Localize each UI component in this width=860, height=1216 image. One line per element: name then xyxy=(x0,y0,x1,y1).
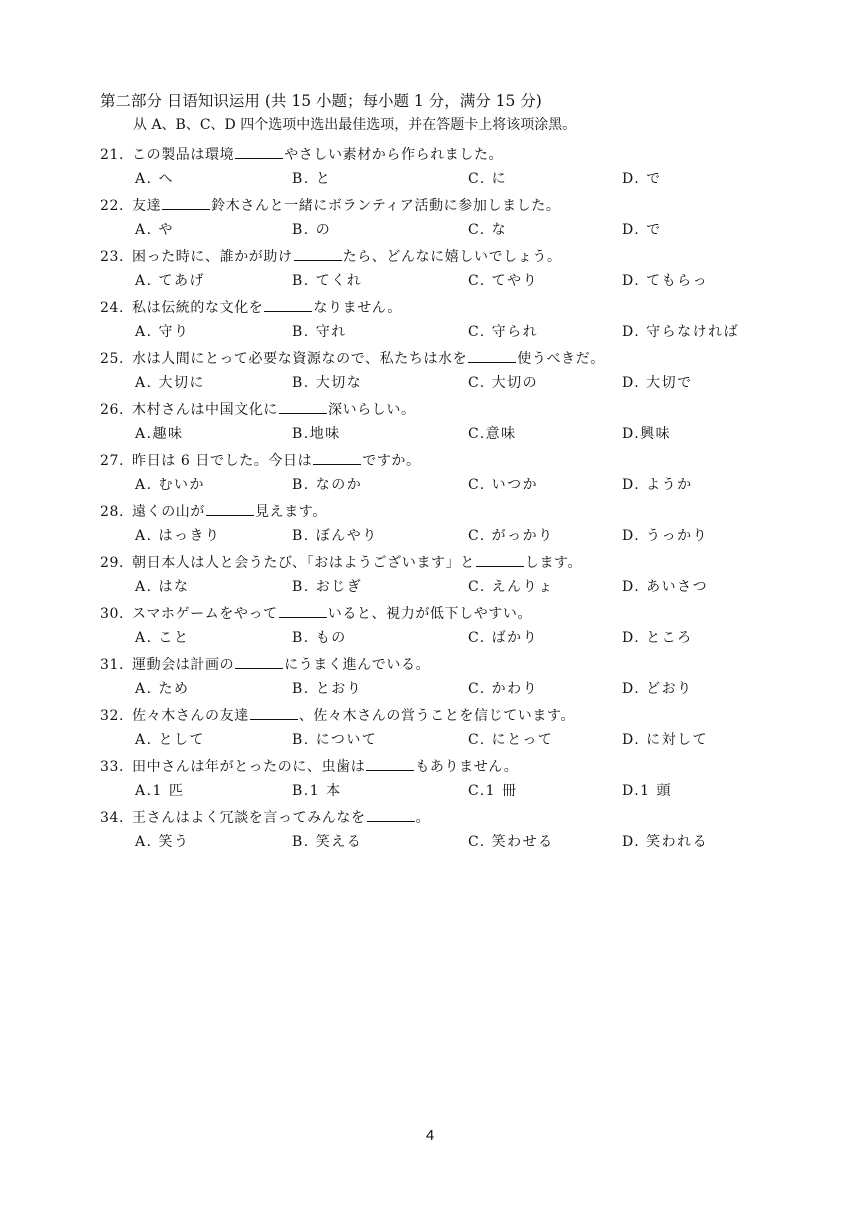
question-stem xyxy=(100,807,430,829)
option-b: B. 大切な xyxy=(292,375,363,391)
option-d: D.1 頭 xyxy=(622,783,673,799)
answer-options xyxy=(135,780,775,802)
question-stem xyxy=(100,399,416,421)
option-d: D. 守らなければ xyxy=(622,324,740,340)
question-stem xyxy=(100,705,575,727)
option-b: B. とおり xyxy=(292,681,363,697)
answer-options xyxy=(135,576,775,598)
option-d: D.興味 xyxy=(622,426,672,442)
option-c: C. てやり xyxy=(468,273,539,289)
option-d: D. 大切で xyxy=(622,375,693,391)
question-number: 33. xyxy=(100,759,125,775)
answer-blank xyxy=(476,552,524,567)
answer-blank xyxy=(235,144,283,159)
option-d: D. どおり xyxy=(622,681,693,697)
question-item xyxy=(100,807,780,858)
answer-blank xyxy=(366,756,414,771)
question-text-before: 木村さんは中国文化に xyxy=(132,402,278,418)
option-d: D. で xyxy=(622,222,662,238)
option-d: D. うっかり xyxy=(622,528,709,544)
option-c: C. な xyxy=(468,222,508,238)
option-a: A. として xyxy=(135,732,206,748)
option-b: B. おじぎ xyxy=(292,579,363,595)
option-c: C. がっかり xyxy=(468,528,554,544)
option-c: C. にとって xyxy=(468,732,554,748)
question-text-before: 運動会は計画の xyxy=(132,657,235,673)
answer-options xyxy=(135,270,775,292)
option-c: C. に xyxy=(468,171,508,187)
option-b: B. もの xyxy=(292,630,347,646)
option-c: C. えんりょ xyxy=(468,579,554,595)
question-number: 29. xyxy=(100,555,125,571)
answer-blank xyxy=(294,246,342,261)
question-stem xyxy=(100,297,402,319)
option-c: C. ばかり xyxy=(468,630,539,646)
option-c: C.意味 xyxy=(468,426,517,442)
option-c: C. かわり xyxy=(468,681,539,697)
answer-blank xyxy=(264,297,312,312)
option-b: B. ぼんやり xyxy=(292,528,378,544)
question-number: 22. xyxy=(100,198,125,214)
question-text-before: 水は人間にとって必要な資源なので、私たちは水を xyxy=(132,351,468,367)
question-number: 30. xyxy=(100,606,125,622)
option-c: C.1 冊 xyxy=(468,783,518,799)
answer-options xyxy=(135,423,775,445)
question-text-before: この製品は環境 xyxy=(132,147,235,163)
option-a: A.1 匹 xyxy=(135,783,185,799)
option-d: D. ところ xyxy=(622,630,693,646)
question-item xyxy=(100,654,780,705)
question-text-after: 深いらしい。 xyxy=(328,402,416,418)
answer-options xyxy=(135,168,775,190)
question-item xyxy=(100,195,780,246)
question-number: 26. xyxy=(100,402,125,418)
answer-blank xyxy=(313,450,361,465)
answer-blank xyxy=(235,654,283,669)
question-item xyxy=(100,144,780,195)
answer-options xyxy=(135,321,775,343)
question-item xyxy=(100,297,780,348)
question-number: 28. xyxy=(100,504,125,520)
question-stem xyxy=(100,552,582,574)
question-stem xyxy=(100,654,430,676)
question-stem xyxy=(100,450,421,472)
question-text-before: スマホゲームをやって xyxy=(132,606,278,622)
answer-options xyxy=(135,372,775,394)
option-d: D. ようか xyxy=(622,477,693,493)
question-stem xyxy=(100,144,503,166)
question-number: 24. xyxy=(100,300,125,316)
option-b: B. と xyxy=(292,171,332,187)
question-stem xyxy=(100,501,327,523)
question-text-after: します。 xyxy=(524,555,583,571)
option-a: A. はっきり xyxy=(135,528,221,544)
option-a: A. むいか xyxy=(135,477,206,493)
question-number: 32. xyxy=(100,708,125,724)
option-a: A. 大切に xyxy=(135,375,206,391)
answer-options xyxy=(135,474,775,496)
question-number: 25. xyxy=(100,351,125,367)
question-item xyxy=(100,348,780,399)
answer-blank xyxy=(162,195,210,210)
answer-options xyxy=(135,219,775,241)
option-a: A. こと xyxy=(135,630,190,646)
question-text-after: 。 xyxy=(415,810,431,826)
option-c: C. いつか xyxy=(468,477,539,493)
question-text-before: 遠くの山が xyxy=(132,504,205,520)
question-text-before: 王さんはよく冗談を言ってみんなを xyxy=(132,810,366,826)
question-number: 23. xyxy=(100,249,125,265)
question-stem xyxy=(100,246,562,268)
question-number: 34. xyxy=(100,810,125,826)
question-item xyxy=(100,501,780,552)
option-a: A. 笑う xyxy=(135,834,190,850)
question-stem xyxy=(100,603,532,625)
option-b: B.1 本 xyxy=(292,783,342,799)
option-b: B. てくれ xyxy=(292,273,363,289)
question-text-after: 使うべきだ。 xyxy=(517,351,605,367)
option-c: C. 笑わせる xyxy=(468,834,554,850)
question-item xyxy=(100,552,780,603)
question-text-after: 鈴木さんと一緒にボランティア活動に参加しました。 xyxy=(211,198,561,214)
answer-options xyxy=(135,831,775,853)
question-text-after: たら、どんなに嬉しいでしょう。 xyxy=(342,249,562,265)
option-c: C. 守られ xyxy=(468,324,539,340)
question-text-before: 友達 xyxy=(132,198,162,214)
option-a: A. へ xyxy=(135,171,175,187)
question-text-before: 朝日本人は人と会うたび、「おはようございます」と xyxy=(132,555,475,571)
option-b: B. 守れ xyxy=(292,324,347,340)
question-text-before: 昨日は 6 日でした。今日は xyxy=(132,453,313,469)
answer-blank xyxy=(367,807,415,822)
section-title: 第二部分 日语知识运用 (共 15 小题；每小题 1 分，满分 15 分) xyxy=(100,92,542,110)
question-item xyxy=(100,603,780,654)
question-number: 31. xyxy=(100,657,125,673)
question-item xyxy=(100,756,780,807)
option-d: D. に対して xyxy=(622,732,709,748)
question-number: 27. xyxy=(100,453,125,469)
question-stem xyxy=(100,348,605,370)
answer-options xyxy=(135,627,775,649)
question-text-before: 田中さんは年がとったのに、虫歯は xyxy=(132,759,366,775)
answer-blank xyxy=(206,501,254,516)
answer-blank xyxy=(468,348,516,363)
option-d: D. 笑われる xyxy=(622,834,709,850)
option-b: B. なのか xyxy=(292,477,363,493)
question-item xyxy=(100,450,780,501)
option-b: B. の xyxy=(292,222,332,238)
option-b: B.地味 xyxy=(292,426,341,442)
option-a: A. はな xyxy=(135,579,190,595)
question-stem xyxy=(100,195,560,217)
answer-options xyxy=(135,678,775,700)
option-c: C. 大切の xyxy=(468,375,539,391)
option-a: A. てあげ xyxy=(135,273,206,289)
answer-blank xyxy=(279,399,327,414)
question-text-after: いると、視力が低下しやすい。 xyxy=(327,606,533,622)
question-list xyxy=(100,144,780,858)
option-d: D. あいさつ xyxy=(622,579,709,595)
page-number: 4 xyxy=(425,1127,435,1144)
question-stem xyxy=(100,756,518,778)
question-text-before: 困った時に、誰かが助け xyxy=(132,249,293,265)
option-d: D. で xyxy=(622,171,662,187)
option-a: A. や xyxy=(135,222,175,238)
option-b: B. 笑える xyxy=(292,834,363,850)
question-number: 21. xyxy=(100,147,125,163)
option-d: D. てもらっ xyxy=(622,273,709,289)
answer-blank xyxy=(279,603,327,618)
question-text-before: 私は伝統的な文化を xyxy=(132,300,264,316)
question-text-before: 佐々木さんの友達 xyxy=(132,708,249,724)
answer-blank xyxy=(250,705,298,720)
option-a: A. ため xyxy=(135,681,190,697)
option-a: A. 守り xyxy=(135,324,190,340)
question-text-after: もありません。 xyxy=(415,759,519,775)
question-text-after: やさしい素材から作られました。 xyxy=(284,147,504,163)
question-text-after: ですか。 xyxy=(362,453,421,469)
question-text-after: なりません。 xyxy=(313,300,402,316)
option-b: B. について xyxy=(292,732,378,748)
question-item xyxy=(100,399,780,450)
question-item xyxy=(100,705,780,756)
option-a: A.趣味 xyxy=(135,426,184,442)
question-text-after: 見えます。 xyxy=(255,504,327,520)
question-text-after: にうまく進んでいる。 xyxy=(284,657,431,673)
answer-options xyxy=(135,729,775,751)
question-item xyxy=(100,246,780,297)
answer-options xyxy=(135,525,775,547)
section-instruction: 从 A、B、C、D 四个选项中选出最佳选项，并在答题卡上将该项涂黑。 xyxy=(133,117,577,133)
question-text-after: 、佐々木さんの営うことを信じています。 xyxy=(298,708,576,724)
